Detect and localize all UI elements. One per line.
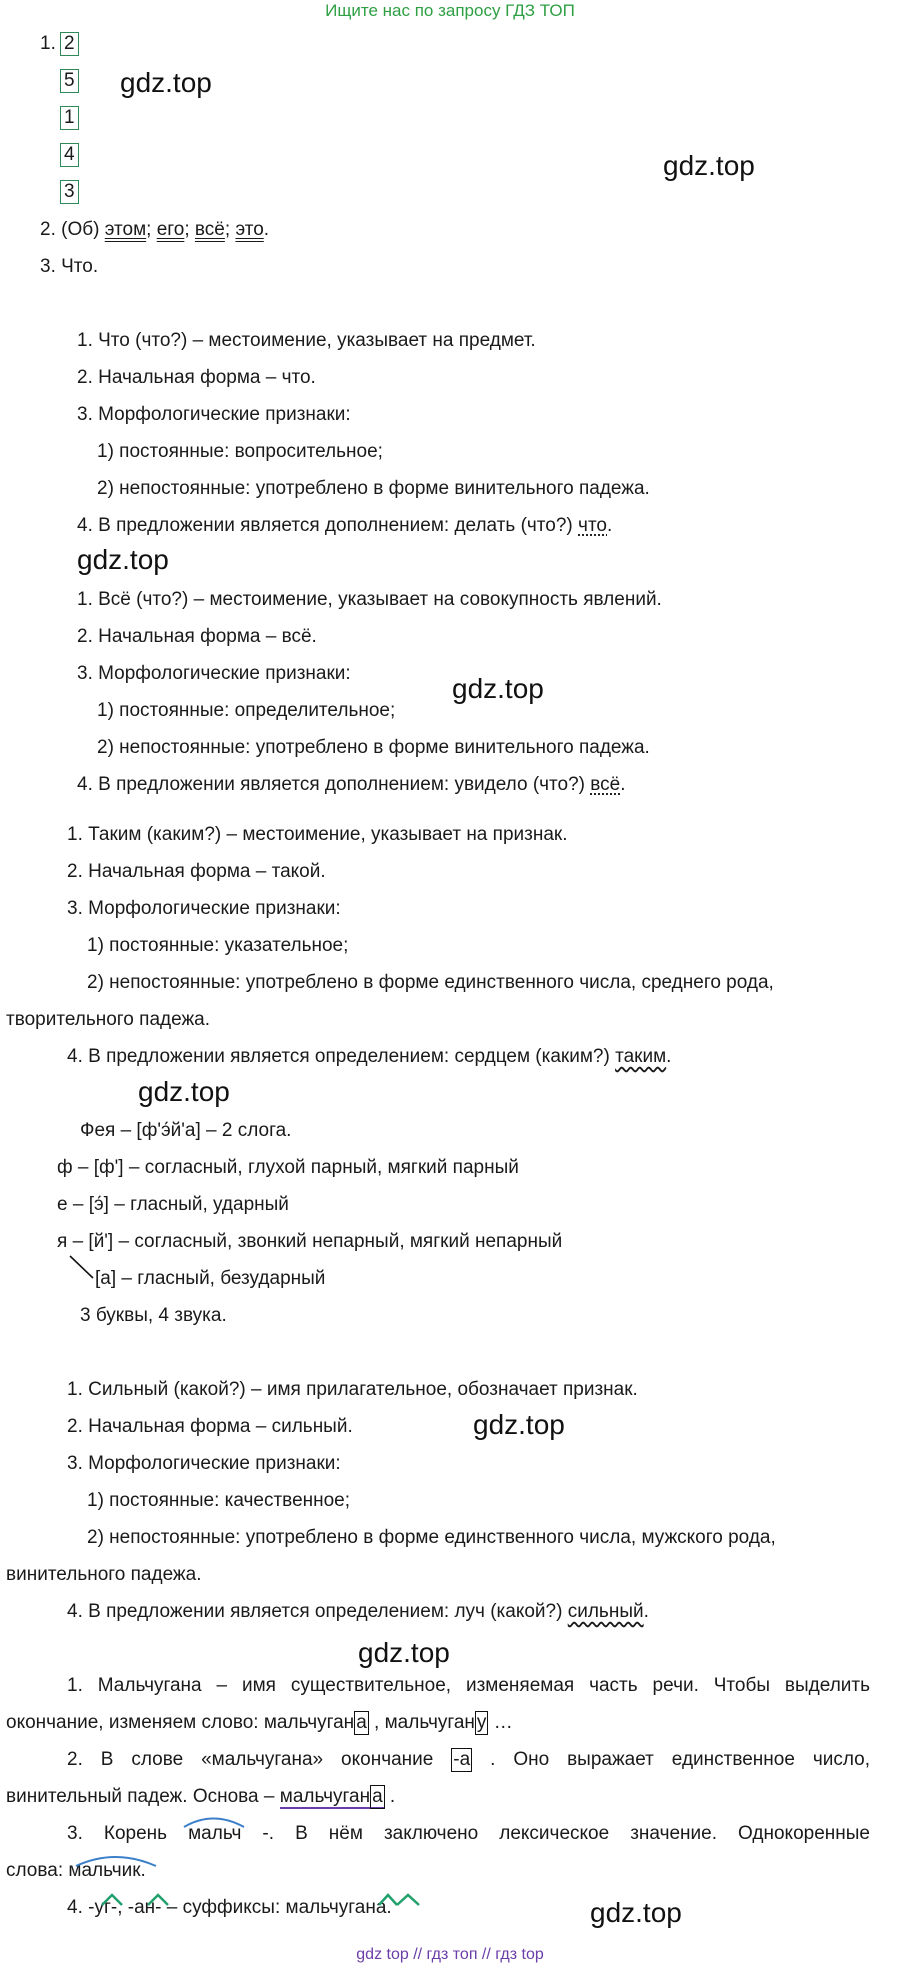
answer-box: 2 <box>60 32 79 56</box>
analysis-line: 2. Начальная форма – что. <box>77 367 316 388</box>
ending-box: -а <box>453 1749 471 1770</box>
analysis-line: 2. Начальная форма – всё. <box>77 626 317 647</box>
phonetic-connector <box>70 1256 93 1278</box>
suffix-word: мальчугана <box>285 1897 387 1918</box>
morphemic-line: окончание, изменяем слово: мальчуган а , мальчуган у … <box>6 1712 513 1733</box>
suffix-caret <box>379 1895 397 1905</box>
analysis-line: винительного падежа. <box>6 1564 202 1585</box>
analysis-line: 2) непостоянные: употреблено в форме единственного числа, среднего рода, <box>87 972 774 993</box>
answer-box: 5 <box>60 69 79 93</box>
analysis-line: 3. Морфологические признаки: <box>77 404 351 425</box>
root-word: мальч <box>188 1823 242 1844</box>
suffix-caret <box>102 1895 122 1905</box>
ending-box: а <box>356 1712 367 1733</box>
watermark: gdz.top <box>358 1637 450 1668</box>
morphemic-line: 2. В слове «мальчугана» окончание -а . Оно выражает единственное число, <box>67 1749 871 1770</box>
analysis-line: 1. Всё (что?) – местоимение, указывает на совокупность явлений. <box>77 589 662 610</box>
phonetic-line: я – [й'] – согласный, звонкий непарный, мягкий непарный <box>57 1231 563 1252</box>
watermark: gdz.top <box>473 1409 565 1440</box>
morphemic-line: 4. -уг-, -ан- – суффиксы: мальчугана. <box>67 1897 392 1918</box>
analysis-line: 3. Морфологические признаки: <box>67 898 341 919</box>
analysis-line: 1. Сильный (какой?) – имя прилагательное, обозначает признак. <box>67 1379 638 1400</box>
analysis-line: 4. В предложении является определением: сердцем (каким?) таким. <box>67 1046 672 1067</box>
analysis-line: 3. Морфологические признаки: <box>77 663 351 684</box>
suffix-caret <box>148 1895 168 1905</box>
morphemic-line: 3. Корень мальч -. В нём заключено лексическое значение. Однокоренные <box>67 1823 870 1844</box>
analysis-line: 2. Начальная форма – сильный. <box>67 1416 353 1437</box>
analysis-line: 2) непостоянные: употреблено в форме единственного числа, мужского рода, <box>87 1527 776 1548</box>
task1-number: 1. <box>40 33 56 54</box>
phonetic-line: 3 буквы, 4 звука. <box>80 1305 227 1326</box>
phonetic-line: ф – [ф'] – согласный, глухой парный, мягкий парный <box>57 1157 519 1178</box>
morphemic-line: 1. Мальчугана – имя существительное, изменяемая часть речи. Чтобы выделить <box>67 1675 870 1696</box>
analysis-line: 1) постоянные: качественное; <box>87 1490 351 1511</box>
analysis-line: 4. В предложении является определением: луч (какой?) сильный. <box>67 1601 649 1622</box>
footer: gdz top // гдз топ // гдз top <box>356 1946 544 1963</box>
analysis-line: 1. Что (что?) – местоимение, указывает на предмет. <box>77 330 536 351</box>
analysis-line: 1) постоянные: указательное; <box>87 935 349 956</box>
analysis-line: 1) постоянные: вопросительное; <box>97 441 383 462</box>
analysis-line: 3. Морфологические признаки: <box>67 1453 341 1474</box>
watermark: gdz.top <box>138 1076 230 1107</box>
analysis-line: 1) постоянные: определительное; <box>97 700 396 721</box>
answer-box: 1 <box>60 106 79 130</box>
analysis-line: творительного падежа. <box>6 1009 211 1030</box>
morphemic-line: винительный падеж. Основа – мальчуган а . <box>6 1786 396 1807</box>
root-arc <box>184 1819 244 1828</box>
phonetic-line: [а] – гласный, безударный <box>95 1268 326 1289</box>
watermark: gdz.top <box>120 67 212 98</box>
task2-line: 2. (Об) этом; его; всё; это. <box>40 219 270 240</box>
analysis-line: 2) непостоянные: употреблено в форме винительного падежа. <box>97 478 650 499</box>
phonetic-line: Фея – [ф'э́й'а] – 2 слога. <box>80 1120 292 1141</box>
answer-box: 3 <box>60 180 79 204</box>
answer-box: 4 <box>60 143 79 167</box>
watermark: gdz.top <box>452 673 544 704</box>
ending-box: у <box>476 1712 487 1733</box>
related-word: мальчик <box>68 1860 141 1881</box>
morphemic-line: слова: мальчик. <box>6 1860 146 1881</box>
analysis-line: 4. В предложении является дополнением: увидело (что?) всё. <box>77 774 626 795</box>
analysis-line: 2. Начальная форма – такой. <box>67 861 326 882</box>
phonetic-line: е – [э́] – гласный, ударный <box>57 1194 289 1215</box>
analysis-line: 4. В предложении является дополнением: делать (что?) что. <box>77 515 613 536</box>
watermark: gdz.top <box>77 544 169 575</box>
watermark: gdz.top <box>590 1897 682 1928</box>
root-arc <box>76 1857 156 1866</box>
task3-line: 3. Что. <box>40 256 99 277</box>
stem-underline: мальчуган а <box>279 1786 383 1807</box>
watermark: gdz.top <box>663 150 755 181</box>
top-banner: Ищите нас по запросу ГДЗ ТОП <box>325 1 575 20</box>
ending-box: а <box>372 1786 383 1807</box>
analysis-line: 2) непостоянные: употреблено в форме винительного падежа. <box>97 737 650 758</box>
analysis-line: 1. Таким (каким?) – местоимение, указывает на признак. <box>67 824 568 845</box>
suffix-caret <box>397 1895 419 1905</box>
